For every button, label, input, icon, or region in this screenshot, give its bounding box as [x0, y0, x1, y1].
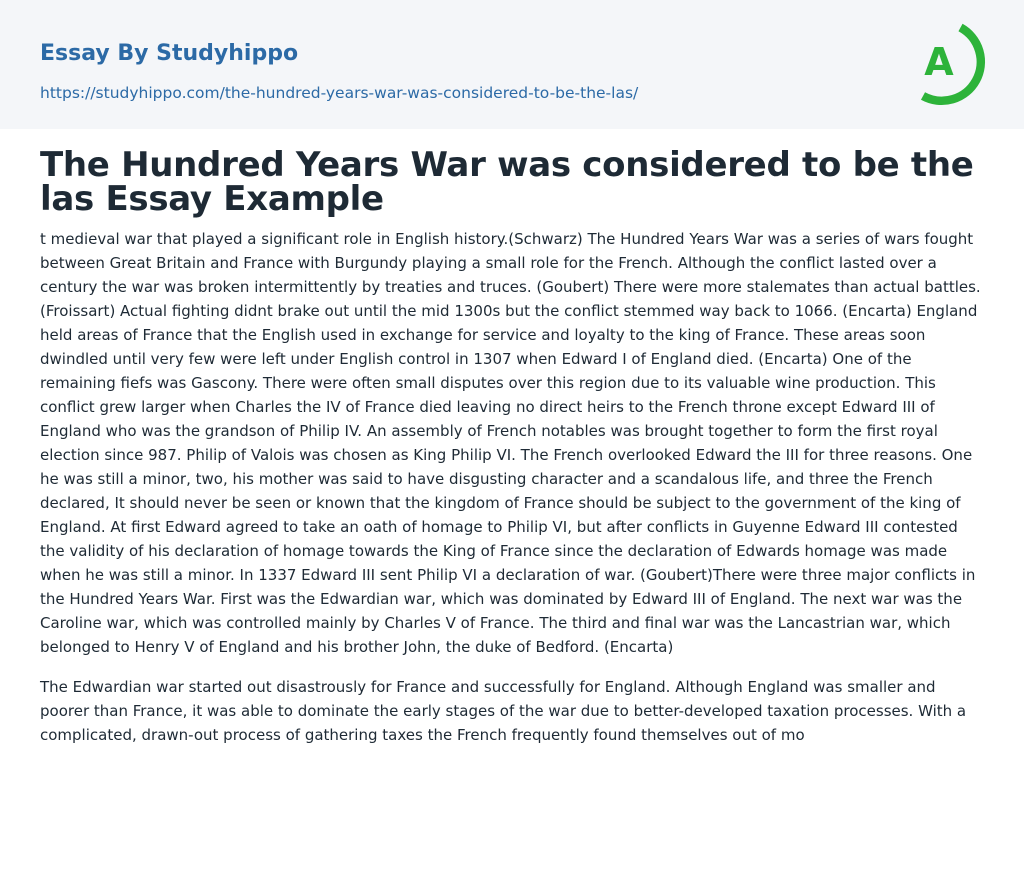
brand-title[interactable]: Essay By Studyhippo [40, 41, 299, 66]
article [40, 145, 984, 747]
page-title: The Hundred Years War was considered to be the las Essay Example [40, 145, 974, 219]
logo-letter: A [924, 40, 954, 84]
studyhippo-logo-icon[interactable] [910, 18, 988, 106]
source-url-link[interactable]: https://studyhippo.com/the-hundred-years-war-was-considered-to-be-the-las/ [40, 84, 639, 102]
article-paragraph-1: t medieval war that played a significant role in English history.(Schwarz) The Hundred Years War was a series of wars fought between Great Britain and France with Burgundy playing a small role for the French. Although the conflict lasted over a century the war was broken intermittently by treaties and truces. (Goubert) There were more stalemates than actual battles. (Froissart) Actual fighting didnt brake out until the mid 1300s but the conflict stemmed way back to 1066. (Encarta) England held areas of France that the English used in exchange for service and loyalty to the king of France. These areas soon dwindled until very few were left under English control in 1307 when Edward I of England died. (Encarta) One of the remaining fiefs was Gascony. There were often small disputes over this region due to its valuable wine production. This conflict grew larger when Charles the IV of France died leaving no direct heirs to the French throne except Edward III of England who was the grandson of Philip IV. An assembly of French notables was brought together to form the first royal election since 987. Philip of Valois was chosen as King Philip VI. The French overlooked Edward the III for three reasons. One he was still a minor, two, his mother was said to have disgusting character and a scandalous life, and three the French declared, It should never be seen or known that the kingdom of France should be subject to the government of the king of England. At first Edward agreed to take an oath of homage to Philip VI, but after conflicts in Guyenne Edward III contested the validity of his declaration of homage towards the King of France since the declaration of Edwards homage was made when he was still a minor. In 1337 Edward III sent Philip VI a declaration of war. (Goubert)There were three major conflicts in the Hundred Years War. First was the Edwardian war, which was dominated by Edward III of England. The next war was the Caroline war, which was controlled mainly by Charles V of France. The third and final war was the Lancastrian war, which belonged to Henry V of England and his brother John, the duke of Bedford. (Encarta) [40, 230, 981, 656]
article-paragraph-2: The Edwardian war started out disastrously for France and successfully for England. Although England was smaller and poorer than France, it was able to dominate the early stages of the war due to better-developed taxation processes. With a complicated, drawn-out process of gathering taxes the French frequently found themselves out of mo [40, 678, 967, 744]
site-header [0, 0, 1024, 129]
